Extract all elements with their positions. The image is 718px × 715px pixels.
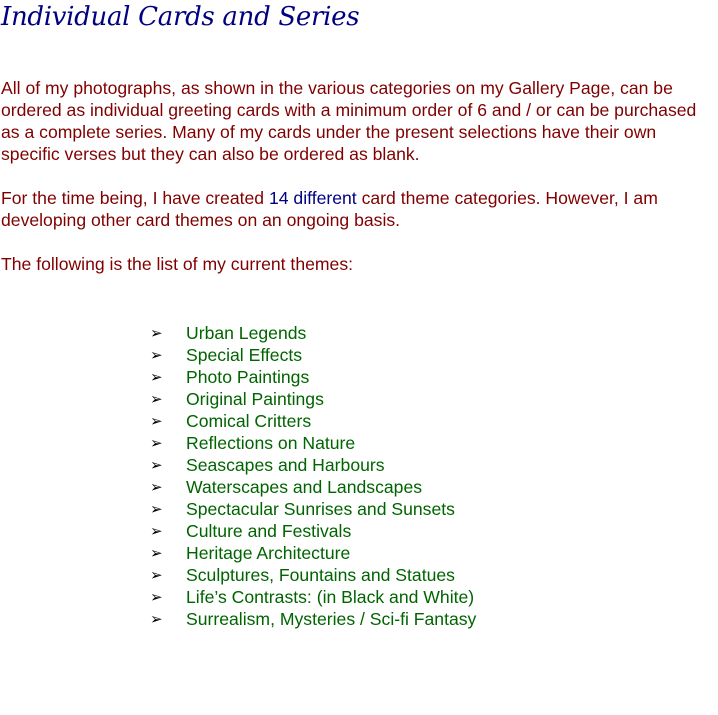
theme-label: Seascapes and Harbours — [186, 454, 385, 475]
theme-label: Reflections on Nature — [186, 432, 356, 453]
theme-item — [150, 498, 476, 520]
arrowhead-bullet-icon: ➢ — [150, 522, 163, 540]
theme-label: Urban Legends — [186, 322, 307, 343]
arrowhead-bullet-icon: ➢ — [150, 434, 163, 452]
categories-text-before: For the time being, I have created — [1, 188, 269, 208]
theme-item — [150, 388, 476, 410]
theme-label: Special Effects — [186, 344, 303, 365]
theme-item — [150, 366, 476, 388]
intro-paragraph-categories — [1, 187, 717, 231]
theme-item — [150, 322, 476, 344]
theme-label: Spectacular Sunrises and Sunsets — [186, 498, 455, 519]
theme-label: Sculptures, Fountains and Statues — [186, 564, 455, 585]
theme-item — [150, 520, 476, 542]
categories-count-highlight: 14 different — [268, 188, 357, 208]
categories-text-after: card theme categories. However, I am developing other card themes on an ongoing basis. — [1, 188, 658, 230]
arrowhead-bullet-icon: ➢ — [150, 500, 163, 518]
theme-item — [150, 542, 476, 564]
arrowhead-bullet-icon: ➢ — [150, 390, 163, 408]
theme-item — [150, 608, 476, 630]
arrowhead-bullet-icon: ➢ — [150, 544, 163, 562]
arrowhead-bullet-icon: ➢ — [150, 346, 163, 364]
arrowhead-bullet-icon: ➢ — [150, 324, 163, 342]
arrowhead-bullet-icon: ➢ — [150, 478, 163, 496]
theme-label: Comical Critters — [186, 410, 312, 431]
page-title: Individual Cards and Series — [1, 2, 360, 32]
theme-item — [150, 586, 476, 608]
theme-item — [150, 432, 476, 454]
arrowhead-bullet-icon: ➢ — [150, 566, 163, 584]
arrowhead-bullet-icon: ➢ — [150, 588, 163, 606]
theme-item — [150, 410, 476, 432]
intro-paragraph-ordering: All of my photographs, as shown in the various categories on my Gallery Page, can be ordered as individual greeting cards with a minimum order of 6 and / or can be purchased as a complete series. Many of my cards under the present selections have their own specific verses but they can also be ordered as blank. — [1, 78, 697, 164]
theme-label: Heritage Architecture — [186, 542, 351, 563]
arrowhead-bullet-icon: ➢ — [150, 456, 163, 474]
theme-label: Original Paintings — [186, 388, 324, 409]
theme-label: Photo Paintings — [186, 366, 310, 387]
arrowhead-bullet-icon: ➢ — [150, 610, 163, 628]
theme-label: Life’s Contrasts: (in Black and White) — [186, 586, 475, 607]
theme-item — [150, 564, 476, 586]
theme-item — [150, 476, 476, 498]
arrowhead-bullet-icon: ➢ — [150, 368, 163, 386]
theme-item — [150, 454, 476, 476]
theme-label: Culture and Festivals — [186, 520, 352, 541]
themes-list — [150, 322, 476, 630]
themes-list-intro: The following is the list of my current themes: — [1, 254, 354, 274]
theme-label: Surrealism, Mysteries / Sci-fi Fantasy — [186, 608, 477, 629]
arrowhead-bullet-icon: ➢ — [150, 412, 163, 430]
theme-label: Waterscapes and Landscapes — [186, 476, 423, 497]
theme-item — [150, 344, 476, 366]
